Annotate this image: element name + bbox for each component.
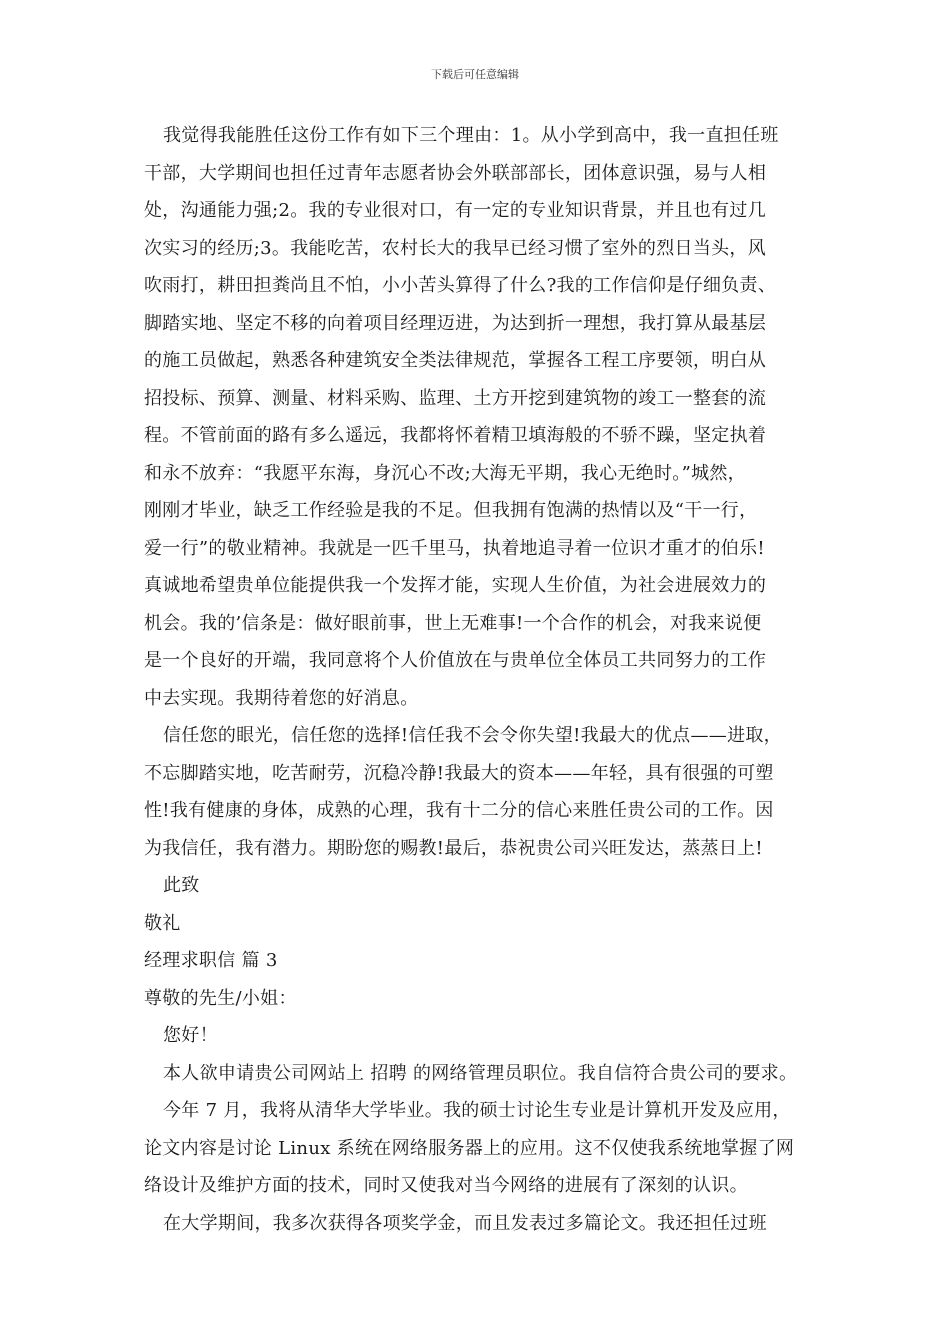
text-line: 中去实现。我期待着您的好消息。 bbox=[144, 687, 419, 709]
page-header-note: 下载后可任意编辑 bbox=[431, 68, 519, 81]
greeting: 您好！ bbox=[163, 1025, 218, 1046]
text-line: 今年 7 月，我将从清华大学毕业。我的硕士讨论生专业是计算机开发及应用， bbox=[163, 1100, 791, 1121]
text-line: 处，沟通能力强;2。我的专业很对口，有一定的专业知识背景，并且也有过几 bbox=[144, 200, 767, 221]
text-line: 本人欲申请贵公司网站上 招聘 的网络管理员职位。我自信符合贵公司的要求。 bbox=[163, 1062, 798, 1084]
text-line: 吹雨打，耕田担粪尚且不怕，小小苦头算得了什么?我的工作信仰是仔细负责、 bbox=[144, 275, 777, 296]
text-line: 干部，大学期间也担任过青年志愿者协会外联部部长，团体意识强，易与人相 bbox=[144, 162, 767, 184]
document-body bbox=[144, 117, 816, 1242]
text-line: 和永不放弃：“我愿平东海，身沉心不改;大海无平期，我心无绝时。”城然， bbox=[144, 462, 746, 484]
text-line: 是一个良好的开端，我同意将个人价值放在与贵单位全体员工共同努力的工作 bbox=[144, 650, 767, 671]
text-line: 论文内容是讨论 Linux 系统在网络服务器上的应用。这不仅使我系统地掌握了网 bbox=[144, 1137, 795, 1159]
section-title: 经理求职信 篇 3 bbox=[144, 950, 278, 971]
text-line: 机会。我的’信条是：做好眼前事，世上无难事!一个合作的机会，对我来说便 bbox=[144, 612, 762, 634]
salutation: 尊敬的先生/小姐： bbox=[144, 987, 297, 1009]
text-line: 真诚地希望贵单位能提供我一个发挥才能，实现人生价值，为社会进展效力的 bbox=[144, 575, 767, 596]
text-line: 性!我有健康的身体，成熟的心理，我有十二分的信心来胜任贵公司的工作。因 bbox=[144, 800, 774, 821]
text-line: 在大学期间，我多次获得各项奖学金，而且发表过多篇论文。我还担任过班 bbox=[163, 1212, 767, 1234]
text-line: 脚踏实地、坚定不移的向着项目经理迈进，为达到折一理想，我打算从最基层 bbox=[144, 312, 767, 334]
text-line: 爱一行”的敬业精神。我就是一匹千里马，执着地追寻着一位识才重才的伯乐! bbox=[144, 537, 765, 559]
text-line: 程。不管前面的路有多么遥远，我都将怀着精卫填海般的不骄不躁，坚定执着 bbox=[144, 425, 767, 446]
text-line: 我觉得我能胜任这份工作有如下三个理由：1。从小学到高中，我一直担任班 bbox=[163, 125, 779, 146]
text-line: 络设计及维护方面的技术，同时又使我对当今网络的进展有了深刻的认识。 bbox=[144, 1175, 748, 1196]
closing-salutation: 此致 bbox=[163, 875, 200, 896]
text-line: 招投标、预算、测量、材料采购、监理、土方开挖到建筑物的竣工一整套的流 bbox=[144, 387, 767, 409]
text-line: 为我信任，我有潜力。期盼您的赐教!最后，恭祝贵公司兴旺发达，蒸蒸日上! bbox=[144, 837, 763, 859]
text-line: 不忘脚踏实地，吃苦耐劳，沉稳冷静!我最大的资本——年轻，具有很强的可塑 bbox=[144, 762, 774, 784]
text-line: 信任您的眼光，信任您的选择!信任我不会令你失望!我最大的优点——进取， bbox=[163, 725, 782, 746]
text-line: 的施工员做起，熟悉各种建筑安全类法律规范，掌握各工程工序要领，明白从 bbox=[144, 350, 767, 371]
text-line: 次实习的经历;3。我能吃苦，农村长大的我早已经习惯了室外的烈日当头，风 bbox=[144, 237, 767, 259]
text-line: 刚刚才毕业，缺乏工作经验是我的不足。但我拥有饱满的热情以及“干一行， bbox=[144, 500, 758, 521]
closing-regards: 敬礼 bbox=[144, 912, 181, 934]
